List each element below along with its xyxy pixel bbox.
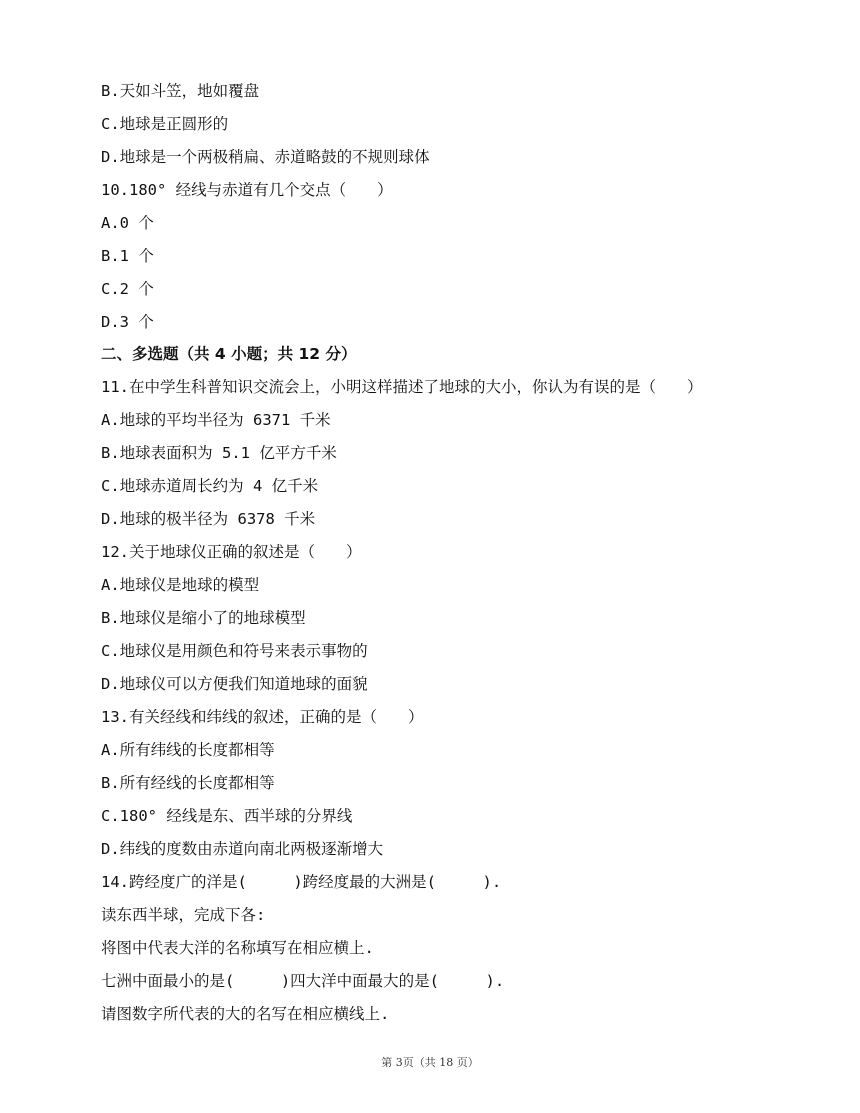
option-13b: B.所有经线的长度都相等 xyxy=(101,774,275,792)
option-12b: B.地球仪是缩小了的地球模型 xyxy=(101,609,306,627)
option-9d: D.地球是一个两极稍扁、赤道略鼓的不规则球体 xyxy=(101,148,430,166)
page-footer: 第 3页（共 18 页） xyxy=(381,1056,479,1069)
option-13d: D.纬线的度数由赤道向南北两极逐渐增大 xyxy=(101,840,384,858)
question-14-instruction: 读东西半球，完成下各: xyxy=(101,906,266,924)
option-11d: D.地球的极半径为 6378 千米 xyxy=(101,510,316,528)
option-13c: C.180° 经线是东、西半球的分界线 xyxy=(101,807,353,825)
option-10d: D.3 个 xyxy=(101,313,154,331)
question-14: 14.跨经度广的洋是( )跨经度最的大洲是( ). xyxy=(101,873,502,891)
option-10c: C.2 个 xyxy=(101,280,154,298)
option-13a: A.所有纬线的长度都相等 xyxy=(101,741,275,759)
question-12: 12.关于地球仪正确的叙述是（ ） xyxy=(101,543,362,561)
question-11: 11.在中学生科普知识交流会上，小明这样描述了地球的大小，你认为有误的是（ ） xyxy=(101,378,703,396)
option-10b: B.1 个 xyxy=(101,247,154,265)
question-13: 13.有关经线和纬线的叙述，正确的是（ ） xyxy=(101,708,424,726)
question-14-part-2: 七洲中面最小的是( )四大洋中面最大的是( ). xyxy=(101,972,505,990)
option-9c: C.地球是正圆形的 xyxy=(101,115,229,133)
option-12c: C.地球仪是用颜色和符号来表示事物的 xyxy=(101,642,368,660)
option-12d: D.地球仪可以方便我们知道地球的面貌 xyxy=(101,675,368,693)
question-14-part-3: 请图数字所代表的大的名写在相应横线上. xyxy=(101,1005,390,1023)
option-11a: A.地球的平均半径为 6371 千米 xyxy=(101,411,331,429)
question-10: 10.180° 经线与赤道有几个交点（ ） xyxy=(101,181,393,199)
option-12a: A.地球仪是地球的模型 xyxy=(101,576,260,594)
option-10a: A.0 个 xyxy=(101,214,154,232)
option-11b: B.地球表面积为 5.1 亿平方千米 xyxy=(101,444,337,462)
section-heading-multiple-choice: 二、多选题（共 4 小题；共 12 分） xyxy=(101,345,357,363)
option-11c: C.地球赤道周长约为 4 亿千米 xyxy=(101,477,319,495)
option-9b: B.天如斗笠，地如覆盘 xyxy=(101,82,260,100)
question-14-part-1: 将图中代表大洋的名称填写在相应横上. xyxy=(101,939,374,957)
